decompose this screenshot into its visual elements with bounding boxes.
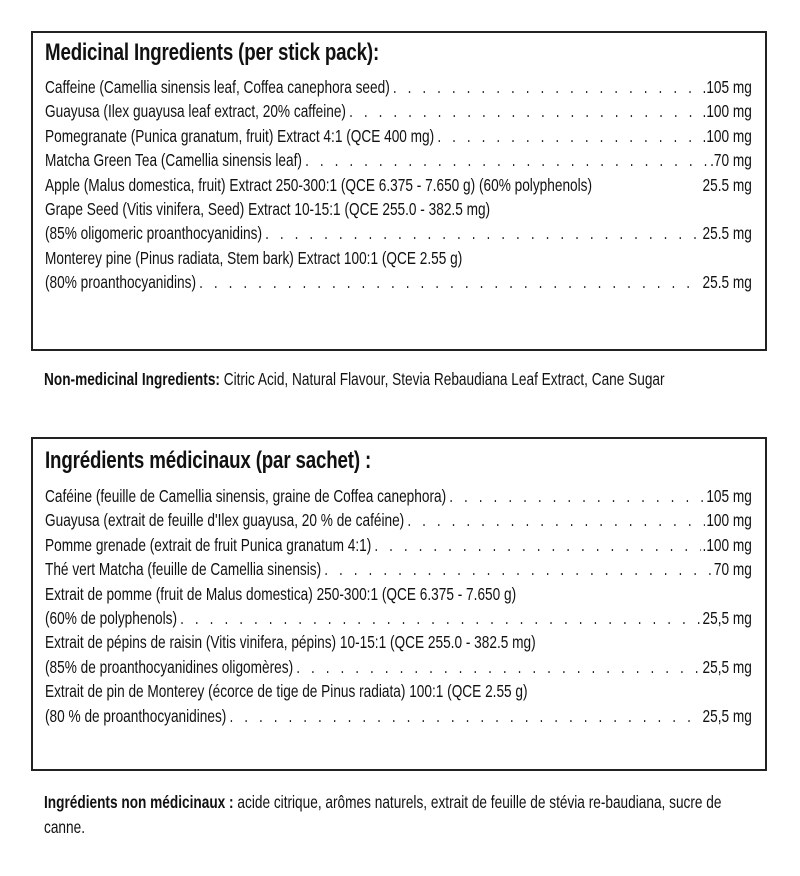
ingredient-row (45, 606, 753, 630)
ingredient-amount: 25.5 mg (702, 223, 752, 244)
ingredient-row (45, 533, 753, 557)
leader-dots (493, 197, 750, 221)
non-medicinal-label: Ingrédients non médicinaux : (44, 792, 234, 812)
ingredient-row (45, 557, 753, 581)
leader-dots (595, 173, 701, 197)
ingredient-name: (60% de polyphenols) (45, 607, 178, 628)
section-title-fr: Ingrédients médicinaux (par sachet) : (45, 447, 372, 474)
ingredient-amount: .100 mg (702, 101, 752, 122)
leader-dots (180, 606, 701, 630)
ingredient-amount: 70 mg (713, 559, 752, 580)
ingredient-row (45, 99, 753, 123)
leader-dots (324, 557, 712, 581)
leader-dots (393, 75, 701, 99)
ingredient-row (45, 704, 753, 728)
medicinal-ingredients-box-en (31, 31, 767, 351)
ingredient-name: Extrait de pin de Monterey (écorce de tige de Pinus radiata) 100:1 (QCE 2.55 g) (45, 681, 528, 702)
ingredient-name: (80% proanthocyanidins) (45, 272, 197, 293)
ingredient-amount: 25,5 mg (702, 607, 752, 628)
leader-dots (349, 99, 701, 123)
ingredient-amount: .70 mg (710, 150, 752, 171)
leader-dots (265, 221, 701, 245)
leader-dots (449, 484, 704, 508)
ingredient-name: Grape Seed (Vitis vinifera, Seed) Extract 10-15:1 (QCE 255.0 - 382.5 mg) (45, 198, 491, 219)
ingredient-row (45, 75, 753, 99)
ingredient-name: Guayusa (Ilex guayusa leaf extract, 20% caffeine) (45, 101, 346, 122)
ingredient-name: Guayusa (extrait de feuille d'Ilex guayusa, 20 % de caféine) (45, 510, 405, 531)
ingredient-amount (750, 582, 752, 606)
leader-dots (519, 582, 750, 606)
ingredient-amount: .100 mg (702, 534, 752, 555)
ingredient-amount (750, 630, 752, 654)
ingredient-row (45, 270, 753, 294)
non-medicinal-ingredients-fr (44, 790, 738, 840)
ingredient-amount (750, 246, 752, 270)
ingredient-amount: .105 mg (702, 77, 752, 97)
ingredient-name: Monterey pine (Pinus radiata, Stem bark) Extract 100:1 (QCE 2.55 g) (45, 247, 463, 268)
ingredient-row (45, 630, 753, 654)
ingredient-row (45, 484, 753, 508)
section-title-en: Medicinal Ingredients (per stick pack): (45, 39, 380, 66)
ingredient-row (45, 221, 753, 245)
ingredient-amount: 100 mg (706, 510, 752, 531)
ingredient-name: Extrait de pépins de raisin (Vitis vinifera, pépins) 10-15:1 (QCE 255.0 - 382.5 mg) (45, 632, 536, 653)
ingredient-row (45, 655, 753, 679)
ingredient-row (45, 173, 753, 197)
ingredient-name: Pomme grenade (extrait de fruit Punica granatum 4:1) (45, 534, 372, 555)
ingredient-row (45, 679, 753, 703)
leader-dots (305, 148, 709, 172)
ingredient-amount: 25,5 mg (702, 656, 752, 677)
ingredient-row (45, 197, 753, 221)
leader-dots (465, 246, 750, 270)
leader-dots (374, 533, 701, 557)
medicinal-ingredients-box-fr (31, 437, 767, 771)
ingredient-name: Apple (Malus domestica, fruit) Extract 250-300:1 (QCE 6.375 - 7.650 g) (60% polyphenols) (45, 174, 593, 195)
ingredient-name: (80 % de proanthocyanidines) (45, 705, 227, 726)
ingredient-amount: 105 mg (706, 486, 752, 506)
non-medicinal-text: Citric Acid, Natural Flavour, Stevia Rebaudiana Leaf Extract, Cane Sugar (219, 369, 665, 389)
ingredient-name: Caffeine (Camellia sinensis leaf, Coffea canephora seed) (45, 77, 390, 97)
ingredient-row (45, 148, 753, 172)
ingredient-name: Extrait de pomme (fruit de Malus domestica) 250-300:1 (QCE 6.375 - 7.650 g) (45, 583, 517, 604)
leader-dots (531, 679, 751, 703)
ingredient-row (45, 508, 753, 532)
non-medicinal-label: Non-medicinal Ingredients: (44, 369, 220, 389)
leader-dots (296, 655, 701, 679)
ingredient-amount (750, 197, 752, 221)
ingredient-amount: 25.5 mg (702, 174, 752, 195)
ingredient-row (45, 124, 753, 148)
non-medicinal-ingredients-en (44, 367, 738, 392)
ingredient-list-fr (45, 484, 753, 728)
non-medicinal-text: acide citrique, arômes naturels, extrait de feuille de stévia re-baudiana, sucre de canne. (44, 792, 722, 837)
leader-dots (437, 124, 701, 148)
ingredient-name: Matcha Green Tea (Camellia sinensis leaf) (45, 150, 302, 171)
ingredient-name: (85% de proanthocyanidines oligomères) (45, 656, 294, 677)
ingredient-name: (85% oligomeric proanthocyanidins) (45, 223, 262, 244)
leader-dots (407, 508, 704, 532)
ingredient-list-en (45, 75, 753, 295)
leader-dots (539, 630, 751, 654)
leader-dots (199, 270, 701, 294)
ingredient-row (45, 582, 753, 606)
ingredient-amount: .100 mg (702, 125, 752, 146)
ingredient-name: Pomegranate (Punica granatum, fruit) Extract 4:1 (QCE 400 mg) (45, 125, 435, 146)
ingredient-name: Caféine (feuille de Camellia sinensis, graine de Coffea canephora) (45, 486, 447, 506)
ingredient-amount: 25.5 mg (702, 272, 752, 293)
ingredient-amount: 25,5 mg (702, 705, 752, 726)
ingredient-row (45, 246, 753, 270)
ingredient-name: Thé vert Matcha (feuille de Camellia sinensis) (45, 559, 322, 580)
leader-dots (229, 704, 700, 728)
ingredient-amount (750, 679, 752, 703)
